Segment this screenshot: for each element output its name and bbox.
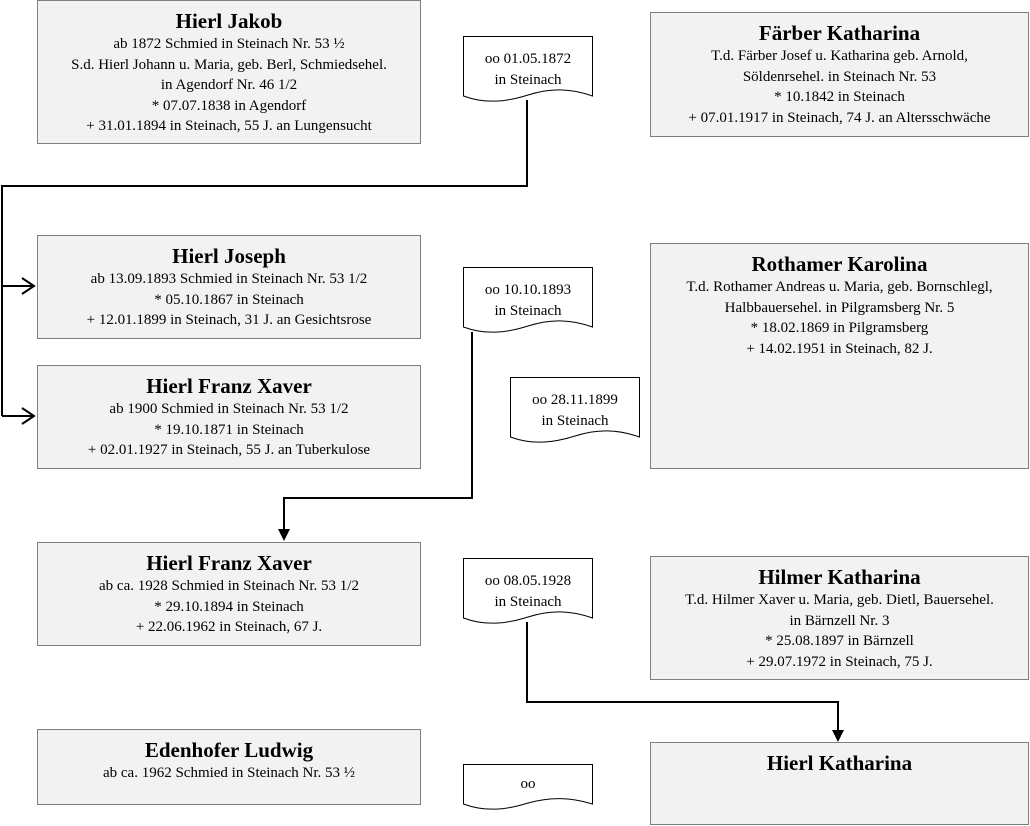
- person-card-rothamer: [650, 243, 1029, 469]
- marriage-date: oo 10.10.1893: [484, 282, 572, 298]
- person-detail: * 19.10.1871 in Steinach: [154, 421, 304, 438]
- person-detail: + 02.01.1927 in Steinach, 55 J. an Tuberkulose: [87, 442, 371, 458]
- person-card-joseph: [37, 235, 421, 339]
- person-detail: S.d. Hierl Johann u. Maria, geb. Berl, Schmiedsehel.: [71, 56, 387, 73]
- marriage-place: in Steinach: [541, 412, 609, 429]
- person-name: Rothamer Karolina: [751, 252, 928, 276]
- person-detail: Söldenrsehel. in Steinach Nr. 53: [742, 68, 937, 85]
- person-detail: T.d. Rothamer Andreas u. Maria, geb. Bornschlegl,: [686, 279, 993, 295]
- marriage-date: oo: [520, 776, 536, 792]
- person-detail: * 25.08.1897 in Bärnzell: [765, 633, 914, 649]
- arrow-head-franz2: [278, 529, 290, 541]
- person-name: Färber Katharina: [758, 21, 921, 45]
- marriage-tag-4: [463, 558, 593, 625]
- person-detail: + 12.01.1899 in Steinach, 31 J. an Gesichtsrose: [86, 312, 372, 328]
- person-card-katharina: [650, 742, 1029, 825]
- person-detail: + 22.06.1962 in Steinach, 67 J.: [135, 619, 323, 635]
- person-detail: ab 1900 Schmied in Steinach Nr. 53 1/2: [109, 401, 349, 417]
- person-detail: T.d. Hilmer Xaver u. Maria, geb. Dietl, Bauersehel.: [685, 592, 994, 608]
- person-card-hilmer: [650, 556, 1029, 680]
- marriage-tag-2: [463, 267, 593, 334]
- marriage-place: in Steinach: [494, 593, 562, 610]
- person-detail: Halbbauersehel. in Pilgramsberg Nr. 5: [724, 299, 955, 316]
- person-name: Hierl Franz Xaver: [146, 551, 312, 575]
- marriage-place: in Steinach: [494, 302, 562, 319]
- person-detail: ab ca. 1962 Schmied in Steinach Nr. 53 ½: [102, 765, 356, 781]
- marriage-tag-3: [510, 377, 640, 444]
- person-card-edenhofer: [37, 729, 421, 805]
- person-detail: * 10.1842 in Steinach: [774, 89, 905, 105]
- person-card-jakob: [37, 0, 421, 144]
- person-name: Hierl Katharina: [766, 751, 913, 775]
- arrow-head-katharina: [832, 730, 844, 742]
- person-name: Hilmer Katharina: [758, 565, 921, 589]
- person-card-franz-xaver-2: [37, 542, 421, 646]
- marriage-tag-1: [463, 36, 593, 103]
- person-detail: in Bärnzell Nr. 3: [789, 612, 890, 629]
- marriage-tag-5: [463, 764, 593, 816]
- person-name: Hierl Joseph: [172, 244, 286, 268]
- person-detail: ab 1872 Schmied in Steinach Nr. 53 ½: [113, 36, 345, 52]
- person-card-faerber: [650, 12, 1029, 137]
- marriage-date: oo 01.05.1872: [484, 51, 572, 67]
- person-detail: * 29.10.1894 in Steinach: [154, 598, 304, 615]
- marriage-place: in Steinach: [494, 71, 562, 88]
- marriage-date: oo 08.05.1928: [484, 573, 572, 589]
- person-detail: * 05.10.1867 in Steinach: [154, 291, 304, 308]
- person-detail: + 07.01.1917 in Steinach, 74 J. an Altersschwäche: [688, 109, 991, 126]
- person-card-franz-xaver-1: [37, 365, 421, 469]
- person-detail: T.d. Färber Josef u. Katharina geb. Arnold,: [711, 48, 968, 64]
- person-name: Hierl Franz Xaver: [146, 374, 312, 398]
- person-name: Edenhofer Ludwig: [144, 738, 314, 762]
- person-detail: * 07.07.1838 in Agendorf: [151, 97, 307, 114]
- person-detail: + 29.07.1972 in Steinach, 75 J.: [746, 653, 933, 670]
- person-detail: ab 13.09.1893 Schmied in Steinach Nr. 53 1/2: [90, 271, 368, 287]
- person-detail: ab ca. 1928 Schmied in Steinach Nr. 53 1/2: [99, 578, 359, 594]
- person-detail: + 14.02.1951 in Steinach, 82 J.: [746, 340, 933, 357]
- marriage-date: oo 28.11.1899: [532, 392, 618, 408]
- person-detail: in Agendorf Nr. 46 1/2: [160, 77, 298, 93]
- person-detail: + 31.01.1894 in Steinach, 55 J. an Lungensucht: [86, 118, 372, 134]
- person-name: Hierl Jakob: [175, 9, 283, 33]
- person-detail: * 18.02.1869 in Pilgramsberg: [750, 320, 929, 336]
